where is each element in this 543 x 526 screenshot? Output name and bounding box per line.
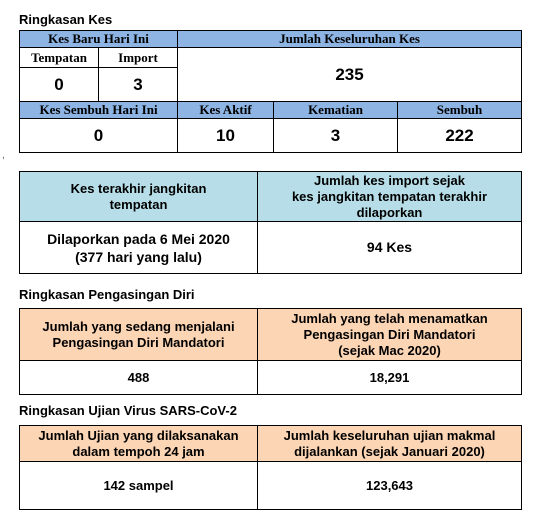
kes-terakhir-header-line1: Kes terakhir jangkitan xyxy=(70,180,207,196)
kes-summary-table xyxy=(19,30,522,153)
sedang-menjalani-line2: Pengasingan Diri Mandatori xyxy=(52,334,225,350)
kes-terakhir-header xyxy=(20,172,258,222)
sembuh-header: Sembuh xyxy=(398,102,522,119)
kes-aktif-value: 10 xyxy=(178,119,274,153)
jumlah-kes-value: 235 xyxy=(178,48,522,102)
sedang-menjalani-line1: Jumlah yang sedang menjalani xyxy=(42,318,235,334)
ujian-keseluruhan-line2: dijalankan (sejak Januari 2020) xyxy=(294,443,485,459)
sedang-menjalani-header xyxy=(20,309,258,361)
kes-baru-header: Kes Baru Hari Ini xyxy=(20,31,178,48)
sembuh-hari-header: Kes Sembuh Hari Ini xyxy=(20,102,178,119)
ujian-24jam-line1: Jumlah Ujian yang dilaksanakan xyxy=(38,427,239,443)
telah-menamatkan-value: 18,291 xyxy=(258,361,522,395)
import-header: Import xyxy=(99,48,178,68)
ujian-table xyxy=(19,425,522,510)
ujian-title: Ringkasan Ujian Virus SARS-CoV-2 xyxy=(19,403,237,418)
jumlah-kes-header: Jumlah Keseluruhan Kes xyxy=(178,31,522,48)
kes-import-sejak-header-line2: kes jangkitan tempatan terakhir xyxy=(291,188,488,204)
pengasingan-table xyxy=(19,308,522,395)
kes-import-sejak-header-line1: Jumlah kes import sejak xyxy=(313,172,465,188)
kes-import-sejak-value: 94 Kes xyxy=(258,222,522,274)
ujian-24jam-header xyxy=(20,426,258,462)
kes-terakhir-value xyxy=(20,222,258,274)
kes-terakhir-days: (377 hari yang lalu) xyxy=(75,248,202,265)
ujian-24jam-line2: dalam tempoh 24 jam xyxy=(72,443,205,459)
telah-menamatkan-line3: (sejak Mac 2020) xyxy=(338,342,441,358)
telah-menamatkan-line1: Jumlah yang telah menamatkan xyxy=(291,310,488,326)
ujian-24jam-value: 142 sampel xyxy=(20,462,258,510)
sedang-menjalani-value: 488 xyxy=(20,361,258,395)
telah-menamatkan-header xyxy=(258,309,522,361)
kes-terakhir-date: Dilaporkan pada 6 Mei 2020 xyxy=(47,230,230,247)
ujian-keseluruhan-line1: Jumlah keseluruhan ujian makmal xyxy=(283,427,496,443)
kes-aktif-header: Kes Aktif xyxy=(178,102,274,119)
kematian-header: Kematian xyxy=(274,102,398,119)
kes-terakhir-header-line2: tempatan xyxy=(109,196,168,212)
import-value: 3 xyxy=(99,68,178,102)
sembuh-hari-value: 0 xyxy=(20,119,178,153)
kes-terakhir-table xyxy=(19,171,522,274)
tempatan-value: 0 xyxy=(20,68,99,102)
tempatan-header: Tempatan xyxy=(20,48,99,68)
kes-import-sejak-header-line3: dilaporkan xyxy=(356,204,423,220)
telah-menamatkan-line2: Pengasingan Diri Mandatori xyxy=(303,326,476,342)
ujian-keseluruhan-header xyxy=(258,426,522,462)
margin-mark: , xyxy=(2,150,5,161)
pengasingan-title: Ringkasan Pengasingan Diri xyxy=(19,287,195,302)
ujian-keseluruhan-value: 123,643 xyxy=(258,462,522,510)
kes-import-sejak-header xyxy=(258,172,522,222)
kes-summary-title: Ringkasan Kes xyxy=(19,12,113,27)
sembuh-value: 222 xyxy=(398,119,522,153)
kematian-value: 3 xyxy=(274,119,398,153)
